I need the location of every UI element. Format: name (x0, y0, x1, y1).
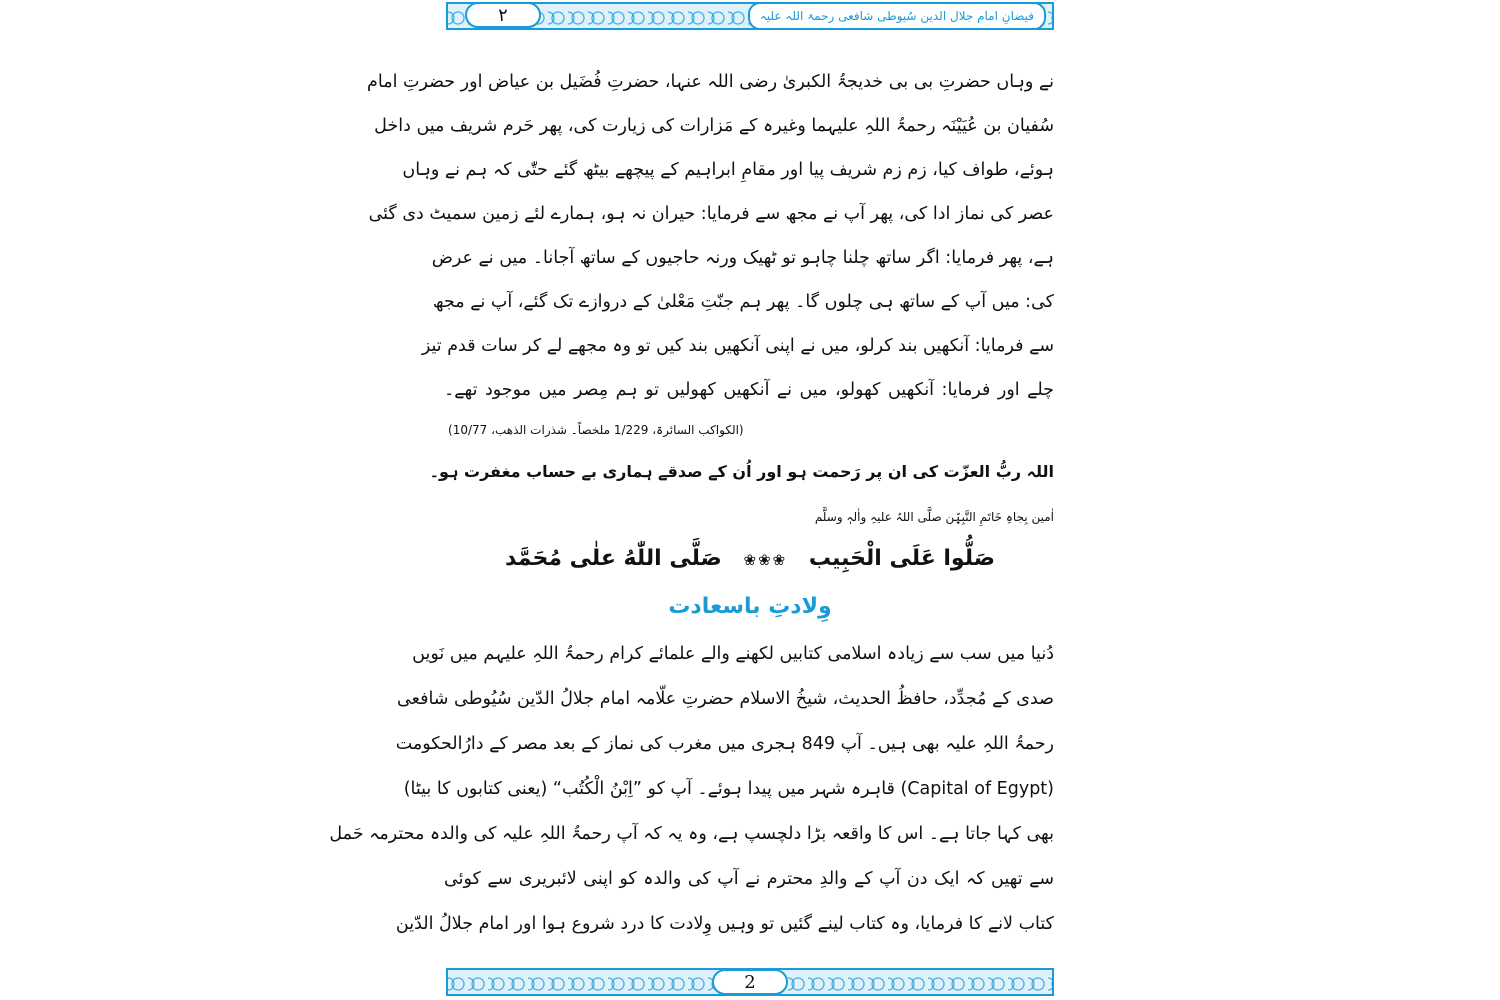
header-page-number-text: ۲ (498, 4, 508, 26)
footer-page-number (712, 969, 788, 995)
text-line: صدی کے مُجدِّد، حافظُ الحدیث، شیخُ الاسلام حضرتِ علّامہ امام جلالُ الدّین سُیُوطی شافعی (397, 689, 1054, 709)
text-line: دُنیا میں سب سے زیادہ اسلامی کتابیں لکھنے والے علمائے کرام رحمۃُ اللہِ علیہم میں نَویں (412, 644, 1054, 664)
ameen-line: اٰمین بِجاہِ خَاتَمِ النَّبِیّٖن صلَّی اللہُ علیہِ واٰلہٖ وسلَّم (814, 510, 1054, 524)
text-line: (Capital of Egypt) قاہرہ شہر میں پیدا ہوئے۔ آپ کو ”اِبْنُ الْکُتُب“ (یعنی کتابوں کا بیٹا) (403, 779, 1054, 799)
paragraph-2 (329, 632, 1060, 947)
text-line: نے وہاں حضرتِ بی بی خدیجۃُ الکبریٰ رضی اللہ عنہا، حضرتِ فُضَیل بن عیاض اور حضرتِ امام (367, 72, 1054, 92)
paragraph-1 (367, 60, 1060, 412)
text-line: سُفیان بن عُیَیْنَہ رحمۃُ اللہِ علیہما وغیرہ کے مَزارات کی زیارت کی، پھر حَرم شریف میں داخل (374, 116, 1054, 136)
header-page-number (465, 2, 541, 28)
book-page (329, 0, 1060, 1000)
text-line: عصر کی نماز ادا کی، پھر آپ نے مجھ سے فرمایا: حیران نہ ہو، ہمارے لئے زمین سمیٹ دی گئی (368, 204, 1054, 224)
salawat-right: صَلَّی اللّٰهُ علٰی مُحَمَّد (505, 546, 722, 571)
running-header (748, 2, 1046, 30)
citation: (الکواکب السائرۃ، 1/229 ملخصاً۔ شذرات الذھب، 10/77) (448, 423, 744, 437)
salawat-left: صَلُّوا عَلَی الْحَبِیب (808, 546, 995, 571)
text-line: ہے، پھر فرمایا: اگر ساتھ چلنا چاہو تو ٹھیک ورنہ حاجیوں کے ساتھ آجانا۔ میں نے عرض (431, 248, 1054, 268)
text-line: رحمۃُ اللہِ علیہ بھی ہیں۔ آپ 849 ہجری میں مغرب کی نماز کے بعد مصر کے دارُالحکومت (395, 734, 1054, 754)
flower-ornament-icon: ❀❀❀ (743, 551, 788, 569)
text-line: ہوئے، طواف کیا، زم زم شریف پیا اور مقامِ ابراہیم کے پیچھے بیٹھ گئے حتّٰی کہ ہم نے وہاں (402, 160, 1054, 180)
section-heading: وِلادتِ باسعادت (668, 594, 832, 619)
running-header-title: فیضانِ امام جلال الدین سُیوطی شافعی رحمۃ اللہ علیہ (759, 9, 1034, 23)
footer-page-number-text: 2 (744, 971, 756, 993)
text-line: چلے اور فرمایا: آنکھیں کھولو، میں نے آنکھیں کھولیں تو ہم مِصر میں موجود تھے۔ (444, 380, 1054, 400)
salawat-line (440, 546, 1060, 571)
text-line: کتاب لانے کا فرمایا، وہ کتاب لینے گئیں تو وہیں وِلادت کا درد شروع ہوا اور امام جلالُ الدّین (395, 914, 1054, 934)
text-line: سے تھیں کہ ایک دن آپ کے والدِ محترم نے آپ کی والدہ کو اپنی لائبریری سے کوئی (444, 869, 1054, 889)
text-line: بھی کہا جاتا ہے۔ اس کا واقعہ بڑا دلچسپ ہے، وہ یہ کہ آپ رحمۃُ اللہِ علیہ کی والدہ محترمہ حَمل (329, 824, 1054, 844)
text-line: سے فرمایا: آنکھیں بند کرلو، میں نے اپنی آنکھیں بند کیں تو وہ مجھے لے کر سات قدم تیز (421, 336, 1054, 356)
dua-line: اللہ ربُّ العزّت کی ان پر رَحمت ہو اور اُن کے صدقے ہماری بے حساب مغفرت ہو۔ (429, 462, 1054, 481)
text-line: کی: میں آپ کے ساتھ ہی چلوں گا۔ پھر ہم جنّتِ مَعْلیٰ کے دروازے تک گئے، آپ نے مجھ (432, 292, 1054, 312)
